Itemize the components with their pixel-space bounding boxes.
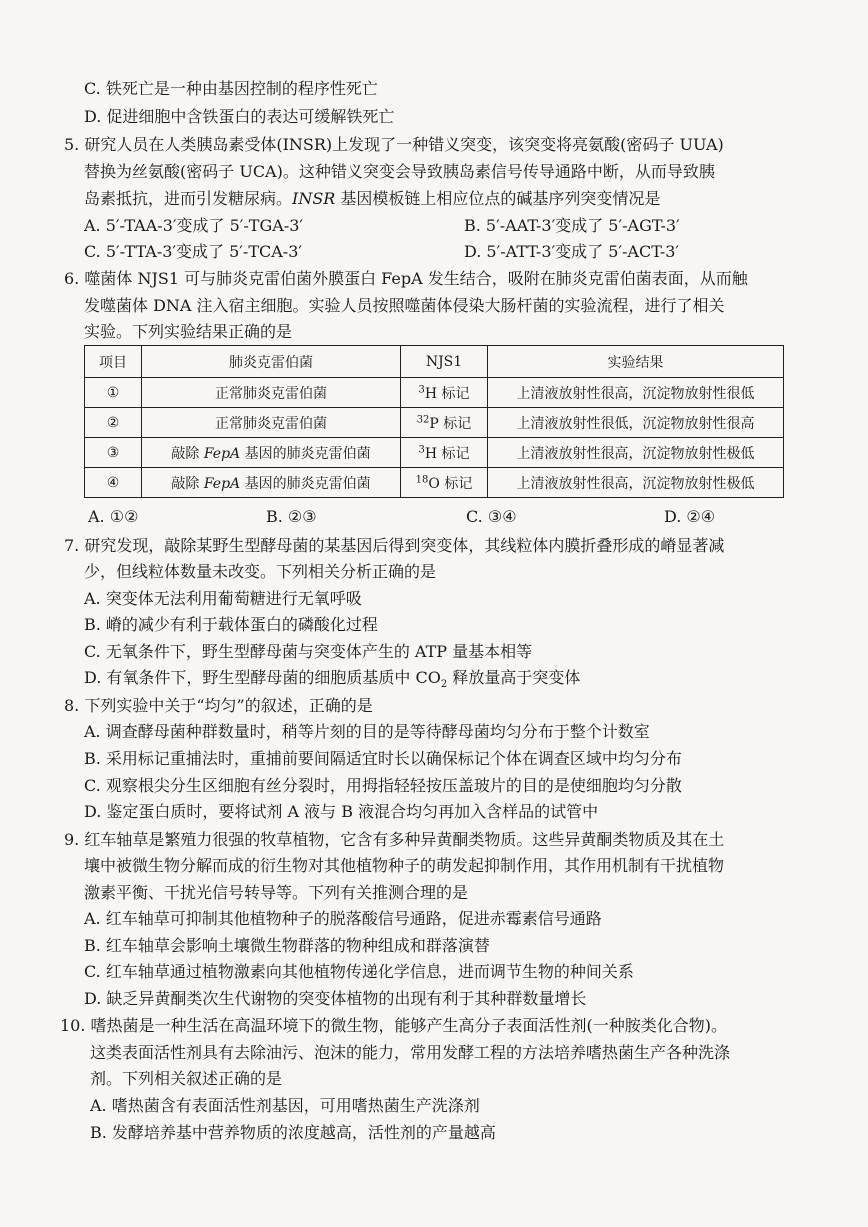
header-strain: 肺炎克雷伯菌 [142, 346, 401, 378]
row-label: $^3$H 标记 [401, 438, 488, 468]
q5-option-a: A. 5′-TAA-3′变成了 5′-TGA-3′ [84, 216, 304, 235]
q6-option-d: D. ②④ [664, 507, 716, 526]
q4-option-c: C. 铁死亡是一种由基因控制的程序性死亡 [84, 79, 378, 98]
q7-option-b: B. 嵴的减少有利于载体蛋白的磷酸化过程 [84, 615, 378, 634]
header-item: 项目 [85, 346, 142, 378]
row-id: ③ [85, 438, 142, 468]
q9-option-d: D. 缺乏异黄酮类次生代谢物的突变体植物的出现有利于其种群数量增长 [84, 989, 587, 1008]
q8-option-a: A. 调查酵母菌种群数量时，稍等片刻的目的是等待酵母菌均匀分布于整个计数室 [84, 722, 650, 741]
q7-option-a: A. 突变体无法利用葡萄糖进行无氧呼吸 [84, 589, 362, 608]
header-result: 实验结果 [488, 346, 784, 378]
q7-stem-line2: 少，但线粒体数量未改变。下列相关分析正确的是 [84, 562, 437, 581]
q10-option-b: B. 发酵培养基中营养物质的浓度越高，活性剂的产量越高 [90, 1123, 496, 1142]
q9-stem-line2: 壤中被微生物分解而成的衍生物对其他植物种子的萌发起抑制作用，其作用机制有干扰植物 [84, 856, 725, 875]
q6-stem-line1: 6. 噬菌体 NJS1 可与肺炎克雷伯菌外膜蛋白 FepA 发生结合，吸附在肺炎克雷伯菌表面，从而触 [64, 269, 748, 288]
table-row [85, 468, 784, 498]
q5-option-b: B. 5′-AAT-3′变成了 5′-AGT-3′ [464, 216, 680, 235]
q6-option-b: B. ②③ [266, 507, 317, 526]
q9-option-b: B. 红车轴草会影响土壤微生物群落的物种组成和群落演替 [84, 936, 490, 955]
q5-stem-line1: 5. 研究人员在人类胰岛素受体(INSR)上发现了一种错义突变，该突变将亮氨酸(密码子 UUA) [64, 135, 724, 154]
row-result: 上清液放射性很高，沉淀物放射性极低 [488, 438, 784, 468]
row-result: 上清液放射性很低，沉淀物放射性很高 [488, 408, 784, 438]
q6-experiment-table [84, 345, 784, 498]
q8-stem-line1: 8. 下列实验中关于“均匀”的叙述，正确的是 [64, 696, 373, 715]
row-strain: 敲除 FepA 基因的肺炎克雷伯菌 [142, 468, 401, 498]
q9-option-c: C. 红车轴草通过植物激素向其他植物传递化学信息，进而调节生物的种间关系 [84, 962, 634, 981]
row-label: $^{32}$P 标记 [401, 408, 488, 438]
row-id: ① [85, 378, 142, 408]
row-id: ④ [85, 468, 142, 498]
q6-stem-line3: 实验。下列实验结果正确的是 [84, 322, 293, 341]
q10-stem-line2: 这类表面活性剂具有去除油污、泡沫的能力，常用发酵工程的方法培养嗜热菌生产各种洗涤 [90, 1043, 731, 1062]
q10-stem-line3: 剂。下列相关叙述正确的是 [90, 1069, 283, 1088]
row-result: 上清液放射性很高，沉淀物放射性很低 [488, 378, 784, 408]
table-row [85, 408, 784, 438]
q5-stem-text: 岛素抵抗，进而引发糖尿病。 [84, 189, 293, 208]
table-header-row [85, 346, 784, 378]
q5-stem-line3 [84, 188, 660, 210]
q6-option-c: C. ③④ [466, 507, 517, 526]
q5-option-c: C. 5′-TTA-3′变成了 5′-TCA-3′ [84, 242, 303, 261]
table-row [85, 378, 784, 408]
q8-option-d: D. 鉴定蛋白质时，要将试剂 A 液与 B 液混合均匀再加入含样品的试管中 [84, 802, 599, 821]
row-result: 上清液放射性很高，沉淀物放射性极低 [488, 468, 784, 498]
row-label: $^3$H 标记 [401, 378, 488, 408]
q5-option-d: D. 5′-ATT-3′变成了 5′-ACT-3′ [464, 242, 680, 261]
row-id: ② [85, 408, 142, 438]
q7-option-c: C. 无氧条件下，野生型酵母菌与突变体产生的 ATP 量基本相等 [84, 642, 533, 661]
row-strain: 正常肺炎克雷伯菌 [142, 378, 401, 408]
q4-option-d: D. 促进细胞中含铁蛋白的表达可缓解铁死亡 [84, 107, 395, 126]
q6-stem-line2: 发噬菌体 DNA 注入宿主细胞。实验人员按照噬菌体侵染大肠杆菌的实验流程，进行了相关 [84, 296, 725, 315]
q9-stem-line1: 9. 红车轴草是繁殖力很强的牧草植物，它含有多种异黄酮类物质。这些异黄酮类物质及其在土 [64, 830, 725, 849]
table-row [85, 438, 784, 468]
q10-stem-line1: 10. 嗜热菌是一种生活在高温环境下的微生物，能够产生高分子表面活性剂(一种胺类化合物)。 [60, 1016, 728, 1035]
row-label: $^{18}$O 标记 [401, 468, 488, 498]
row-strain: 敲除 FepA 基因的肺炎克雷伯菌 [142, 438, 401, 468]
q9-option-a: A. 红车轴草可抑制其他植物种子的脱落酸信号通路，促进赤霉素信号通路 [84, 909, 602, 928]
q8-option-c: C. 观察根尖分生区细胞有丝分裂时，用拇指轻轻按压盖玻片的目的是使细胞均匀分散 [84, 776, 682, 795]
q10-option-a: A. 嗜热菌含有表面活性剂基因，可用嗜热菌生产洗涤剂 [90, 1096, 480, 1115]
header-phage: NJS1 [401, 346, 488, 378]
q5-stem-text-end: 基因模板链上相应位点的碱基序列突变情况是 [335, 189, 661, 208]
q8-option-b: B. 采用标记重捕法时，重捕前要间隔适宜时长以确保标记个体在调查区域中均匀分布 [84, 749, 682, 768]
q7-option-d: D. 有氧条件下，野生型酵母菌的细胞质基质中 $CO_2$ 释放量高于突变体 [84, 668, 581, 691]
q9-stem-line3: 激素平衡、干扰光信号转导等。下列有关推测合理的是 [84, 883, 469, 902]
q7-stem-line1: 7. 研究发现，敲除某野生型酵母菌的某基因后得到突变体，其线粒体内膜折叠形成的嵴显著减 [64, 536, 725, 555]
q5-stem-line2: 替换为丝氨酸(密码子 UCA)。这种错义突变会导致胰岛素信号传导通路中断，从而导致胰 [84, 162, 715, 181]
q5-gene-name: INSR [292, 189, 336, 208]
q6-option-a: A. ①② [88, 507, 139, 526]
row-strain: 正常肺炎克雷伯菌 [142, 408, 401, 438]
